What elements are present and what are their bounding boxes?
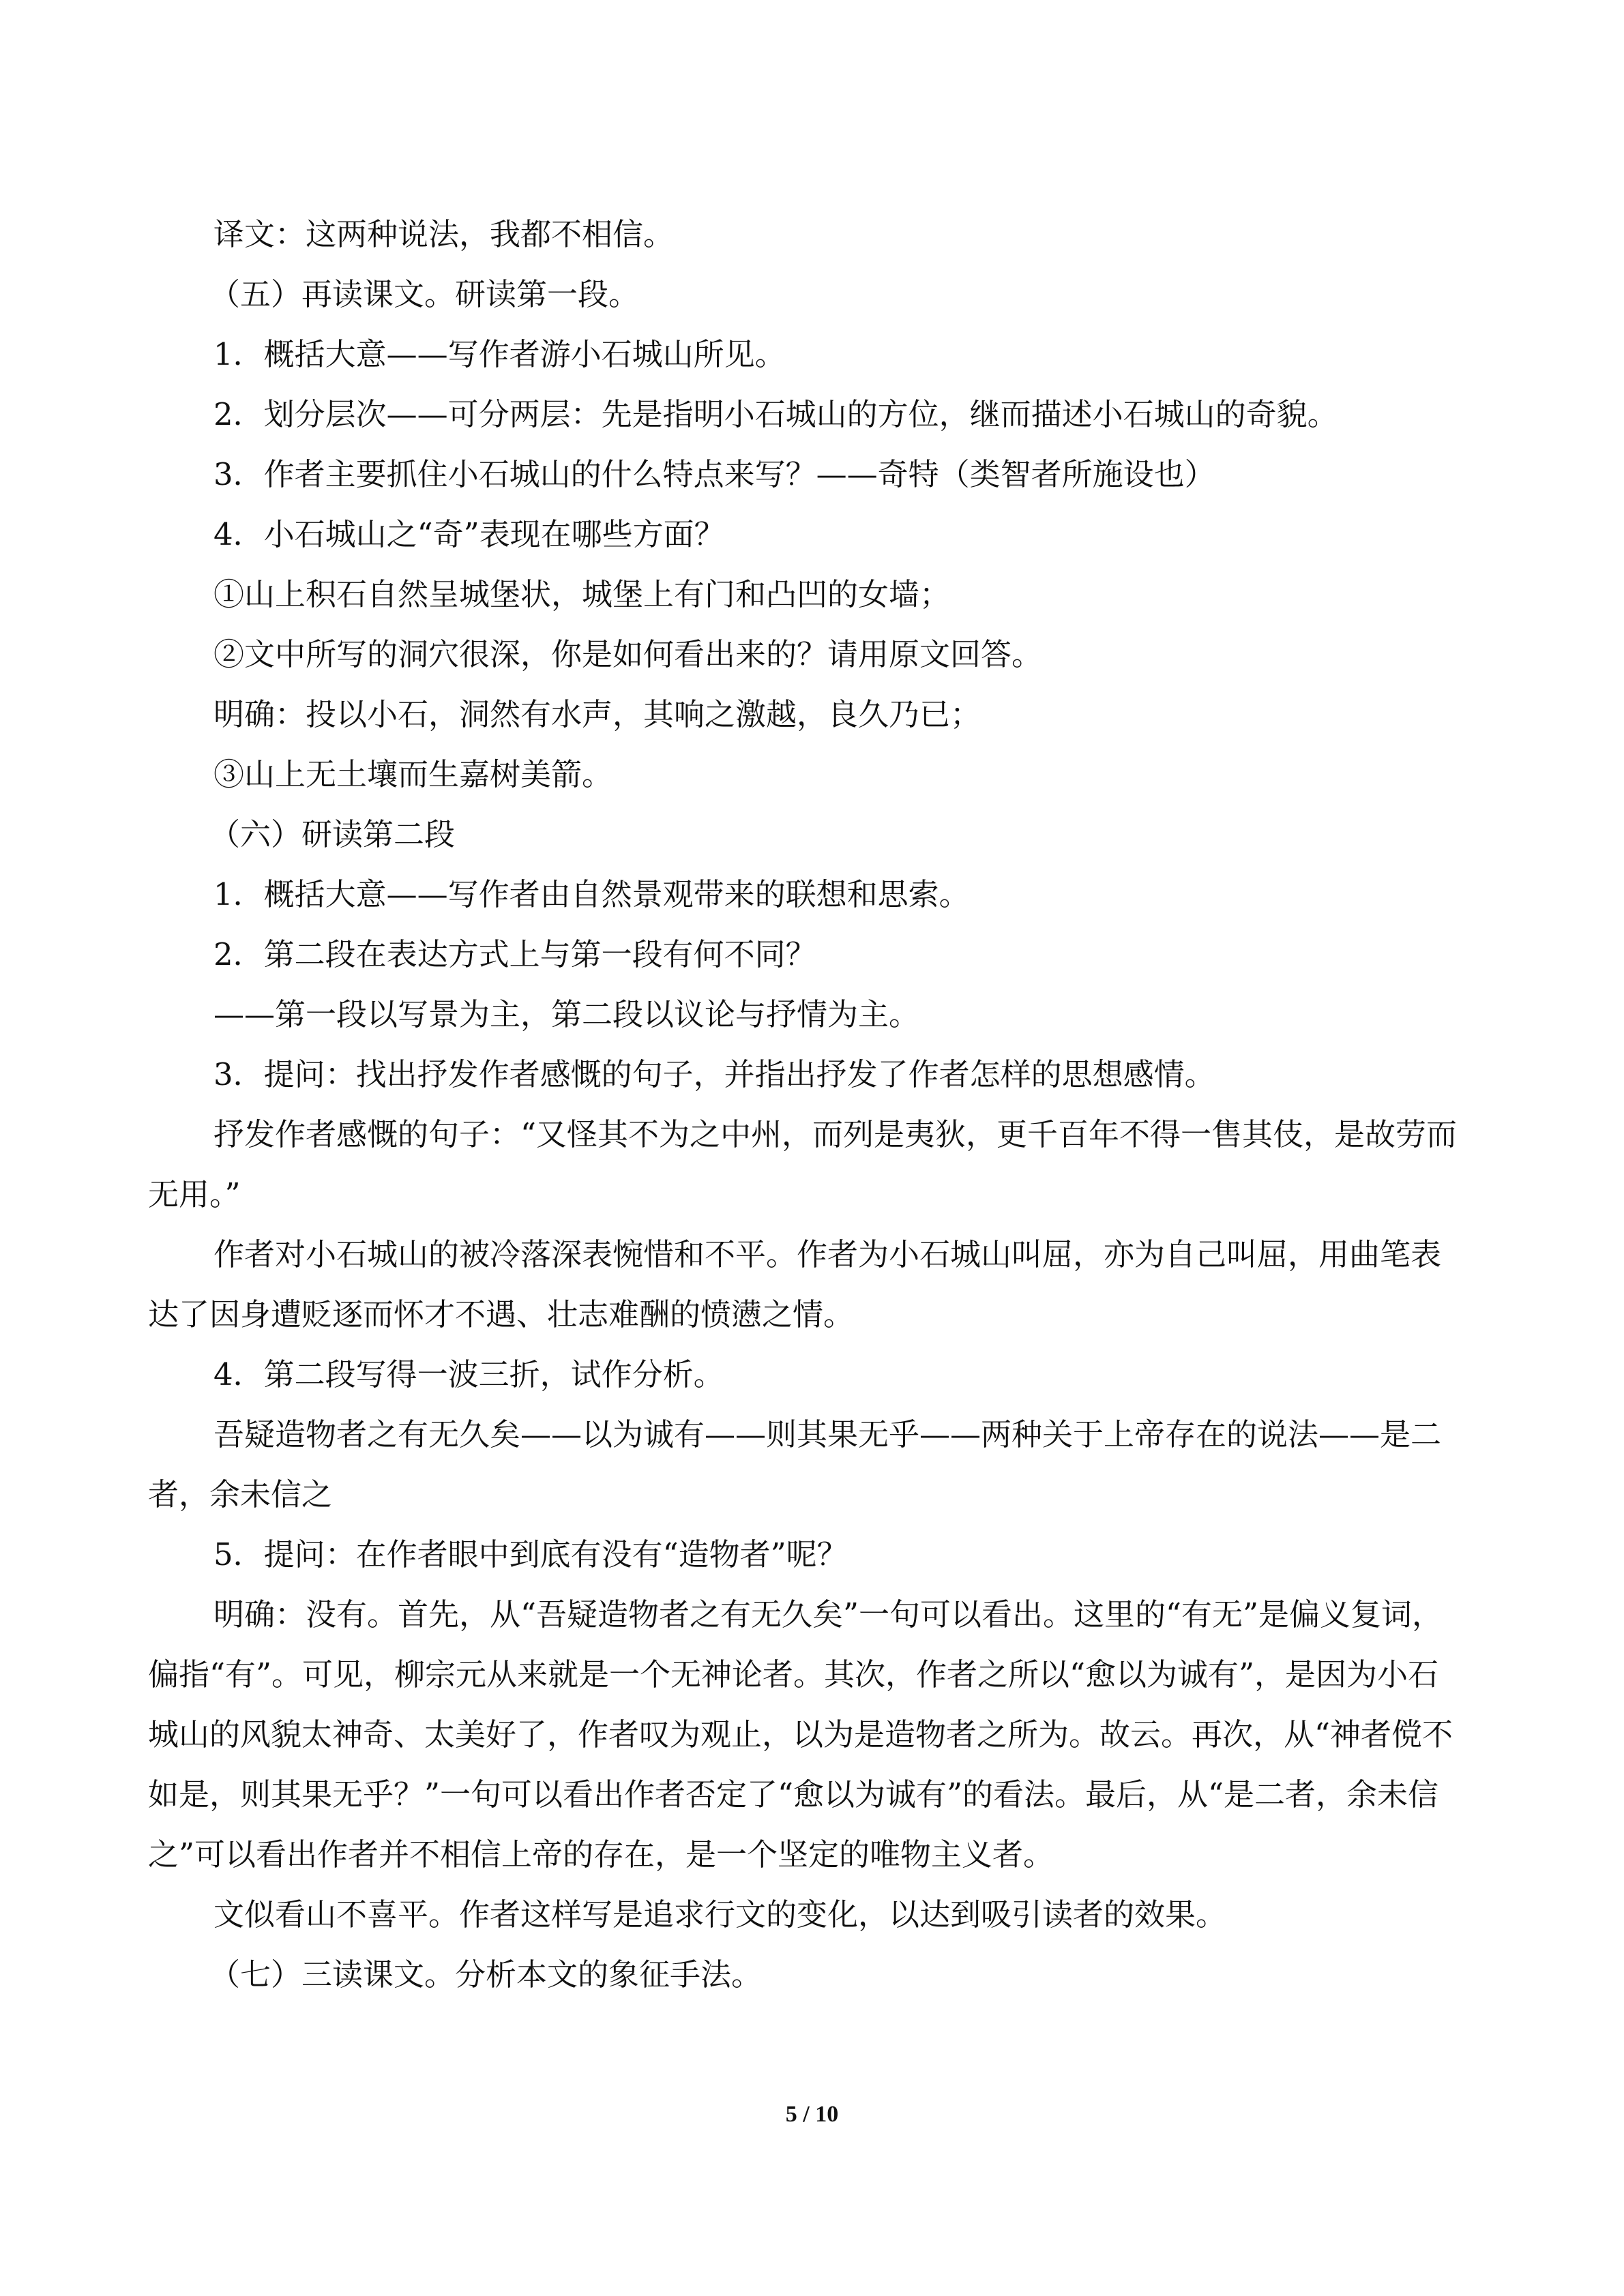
heading-section-7: （七）三读课文。分析本文的象征手法。 bbox=[209, 1956, 763, 1993]
list-item: 1．概括大意——写作者游小石城山所见。 bbox=[213, 336, 786, 372]
list-item: ②文中所写的洞穴很深，你是如何看出来的？请用原文回答。 bbox=[213, 636, 1043, 672]
body-paragraph: 吾疑造物者之有无久矣——以为诚有——则其果无乎——两种关于上帝存在的说法——是二者，余未信之 bbox=[148, 1416, 1442, 1512]
answer-paragraph: 明确：投以小石，洞然有水声，其响之激越，良久乃已； bbox=[213, 696, 981, 732]
page-number: 5 / 10 bbox=[785, 2102, 839, 2127]
heading-section-5: （五）再读课文。研读第一段。 bbox=[209, 276, 640, 312]
list-item: 2．第二段在表达方式上与第一段有何不同？ bbox=[213, 936, 816, 972]
list-item: 3．作者主要抓住小石城山的什么特点来写？——奇特（类智者所施设也） bbox=[213, 456, 1215, 492]
list-item: 4．第二段写得一波三折，试作分析。 bbox=[213, 1356, 724, 1392]
answer-paragraph: 明确：没有。首先，从“吾疑造物者之有无久矣”一句可以看出。这里的“有无”是偏义复词，偏指“有”。可见，柳宗元从来就是一个无神论者。其次，作者之所以“愈以为诚有”，是因为小石城山的风貌太神奇、太美好了，作者叹为观止，以为是造物者之所为。故云。再次，从“神者傥不如是，则其果无乎？”一句可以看出作者否定了“愈以为诚有”的看法。最后，从“是二者，余未信之”可以看出作者并不相信上帝的存在，是一个坚定的唯物主义者。 bbox=[148, 1596, 1453, 1873]
list-item: 4．小石城山之“奇”表现在哪些方面？ bbox=[213, 516, 725, 552]
body-text bbox=[148, 205, 1468, 2005]
list-item: 5．提问：在作者眼中到底有没有“造物者”呢？ bbox=[213, 1536, 848, 1572]
list-item: 2．划分层次——可分两层：先是指明小石城山的方位，继而描述小石城山的奇貌。 bbox=[213, 396, 1338, 432]
paragraph-translation: 译文：这两种说法，我都不相信。 bbox=[213, 216, 675, 252]
list-item: ①山上积石自然呈城堡状，城堡上有门和凸凹的女墙； bbox=[213, 576, 951, 612]
answer-paragraph: ——第一段以写景为主，第二段以议论与抒情为主。 bbox=[213, 996, 920, 1032]
body-paragraph: 作者对小石城山的被冷落深表惋惜和不平。作者为小石城山叫屈，亦为自己叫屈，用曲笔表达了因身遭贬逐而怀才不遇、壮志难酬的愤懑之情。 bbox=[148, 1236, 1442, 1332]
body-paragraph: 文似看山不喜平。作者这样写是追求行文的变化，以达到吸引读者的效果。 bbox=[213, 1896, 1227, 1933]
list-item: ③山上无土壤而生嘉树美箭。 bbox=[213, 756, 613, 792]
body-paragraph: 抒发作者感慨的句子：“又怪其不为之中州，而列是夷狄，更千百年不得一售其伎，是故劳而无用。” bbox=[148, 1116, 1458, 1212]
heading-section-6: （六）研读第二段 bbox=[209, 816, 456, 852]
list-item: 1．概括大意——写作者由自然景观带来的联想和思索。 bbox=[213, 876, 970, 912]
list-item: 3．提问：找出抒发作者感慨的句子，并指出抒发了作者怎样的思想感情。 bbox=[213, 1056, 1215, 1092]
